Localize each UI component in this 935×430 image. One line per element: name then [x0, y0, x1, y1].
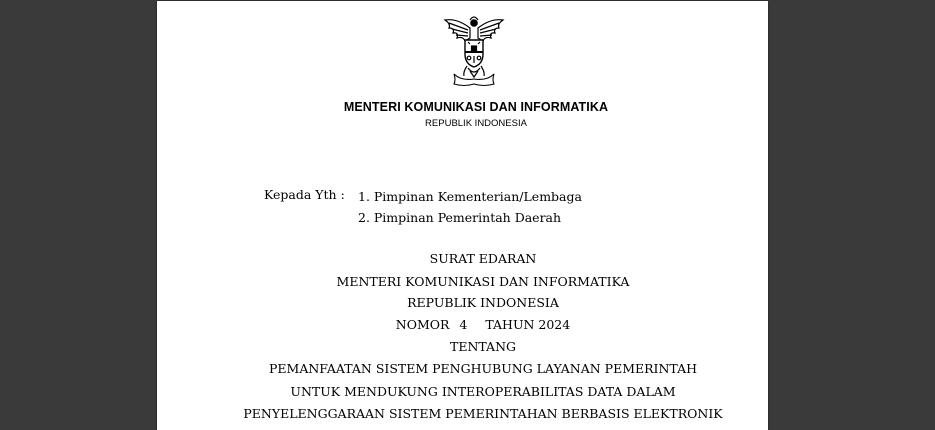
- number-value: 4: [459, 317, 468, 332]
- document-number-line: [0, 317, 935, 332]
- about-label: TENTANG: [449, 339, 516, 354]
- issuer-country: REPUBLIK INDONESIA: [407, 295, 559, 310]
- garuda-emblem: [437, 14, 511, 88]
- subject-line: PEMANFAATAN SISTEM PENGHUBUNG LAYANAN PEMERINTAH: [269, 361, 697, 376]
- number-label: NOMOR: [395, 317, 450, 332]
- recipient-item: 1. Pimpinan Kementerian/Lembaga: [358, 189, 582, 204]
- document-type: SURAT EDARAN: [429, 251, 537, 266]
- issuer-title: MENTERI KOMUNIKASI DAN INFORMATIKA: [336, 274, 630, 289]
- year-label: TAHUN 2024: [485, 317, 571, 332]
- letterhead-title: MENTERI KOMUNIKASI DAN INFORMATIKA: [343, 100, 609, 114]
- letterhead-subtitle: REPUBLIK INDONESIA: [425, 118, 527, 129]
- subject-line: PENYELENGGARAAN SISTEM PEMERINTAHAN BERBASIS ELEKTRONIK: [243, 406, 723, 421]
- recipient-label: Kepada Yth :: [264, 187, 345, 202]
- subject-line: UNTUK MENDUKUNG INTEROPERABILITAS DATA DALAM: [290, 384, 676, 399]
- recipient-item: 2. Pimpinan Pemerintah Daerah: [358, 210, 562, 225]
